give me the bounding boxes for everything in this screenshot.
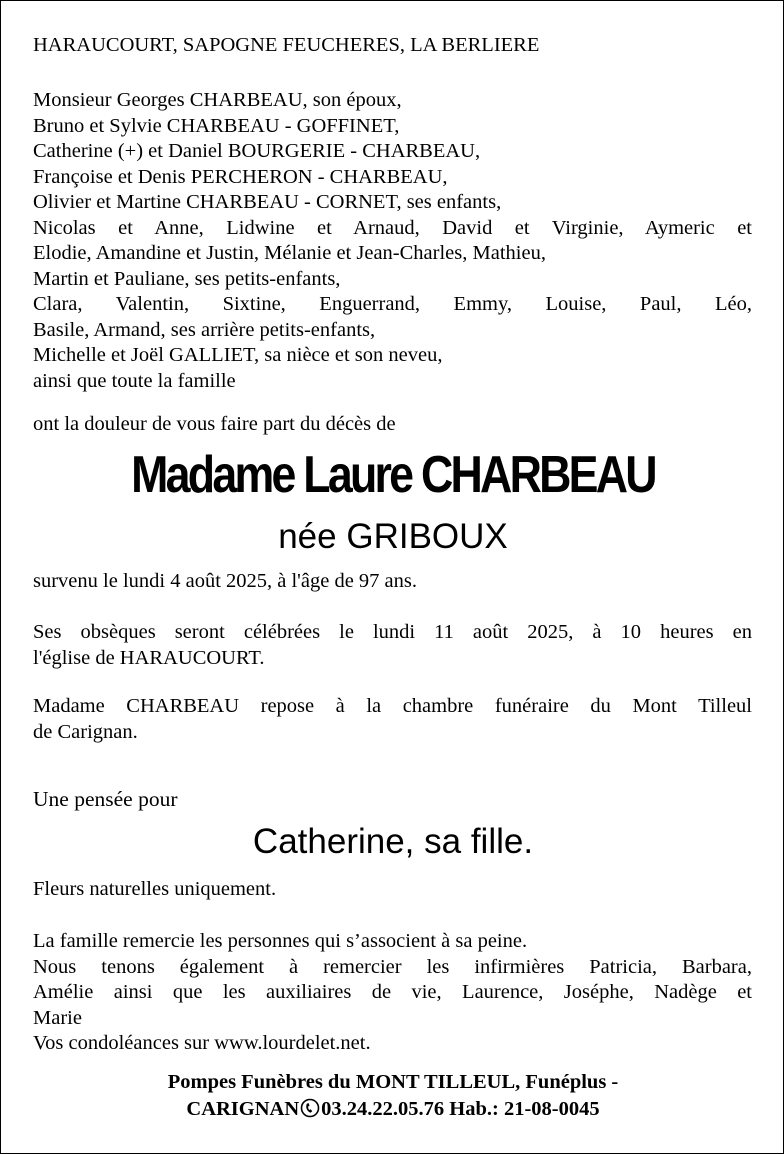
funeral-home-name: Pompes Funèbres du MONT TILLEUL, Funéplus - [167,1071,619,1093]
thanks-block [33,929,752,1057]
thought-intro-text: Une pensée pour [33,787,178,811]
rest-details [33,694,752,745]
family-line: Nicolas et Anne, Lidwine et Arnaud, David et Virginie, Aymeric et [33,216,752,239]
funeral-home-footer [1,1069,784,1126]
family-line: Catherine (+) et Daniel BOURGERIE - CHARBEAU, [33,140,481,162]
places-line: HARAUCOURT, SAPOGNE FEUCHERES, LA BERLIERE [33,34,540,56]
funeral-line: l'église de HARAUCOURT. [33,646,265,669]
death-details [33,569,752,595]
family-line: Michelle et Joël GALLIET, sa nièce et son neveu, [33,344,443,366]
flowers-text: Fleurs naturelles uniquement. [33,878,277,900]
death-details-text: survenu le lundi 4 août 2025, à l'âge de 97 ans. [33,570,417,592]
phone-icon [300,1098,320,1126]
thanks-line: Nous tenons également à remercier les infirmières Patricia, Barbara, [33,955,752,978]
deceased-name: Madame Laure CHARBEAU [131,446,655,504]
places-header [33,33,752,59]
funeral-home-city: CARIGNAN [186,1098,300,1120]
family-line: Basile, Armand, ses arrière petits-enfants, [33,318,376,341]
thought-name: Catherine, sa fille. [252,822,534,861]
intro-text: ont la douleur de vous faire part du décès de [33,413,396,435]
family-line: Clara, Valentin, Sixtine, Enguerrand, Emmy, Louise, Paul, Léo, [33,293,752,315]
family-line: ainsi que toute la famille [33,369,236,392]
family-line: Olivier et Martine CHARBEAU - CORNET, ses enfants, [33,191,502,213]
maiden-name: née GRIBOUX [278,517,508,556]
condolences-link-line: Vos condoléances sur www.lourdelet.net. [33,1032,371,1054]
thanks-line: Marie [33,1006,82,1029]
family-line: Elodie, Amandine et Justin, Mélanie et Jean-Charles, Mathieu, [33,242,546,264]
announcement-intro [33,412,752,438]
funeral-line: Ses obsèques seront célébrées le lundi 11 août 2025, à 10 heures en [33,621,752,643]
phone-and-registration: 03.24.22.05.76 Hab.: 21-08-0045 [321,1098,600,1120]
flowers-note [33,877,752,903]
family-line: Françoise et Denis PERCHERON - CHARBEAU, [33,165,448,188]
funeral-home-contact [1,1096,784,1126]
rest-line: Madame CHARBEAU repose à la chambre funéraire du Mont Tilleul [33,695,752,717]
thanks-line: Amélie ainsi que les auxiliaires de vie, Laurence, Joséphe, Nadège et [33,981,752,1003]
family-list [33,88,752,394]
family-line: Martin et Pauliane, ses petits-enfants, [33,267,341,290]
family-line: Monsieur Georges CHARBEAU, son époux, [33,89,402,111]
rest-line: de Carignan. [33,720,138,743]
thought-intro [33,787,752,813]
funeral-details [33,620,752,671]
thanks-line: La famille remercie les personnes qui s’associent à sa peine. [33,930,528,952]
family-line: Bruno et Sylvie CHARBEAU - GOFFINET, [33,114,400,137]
